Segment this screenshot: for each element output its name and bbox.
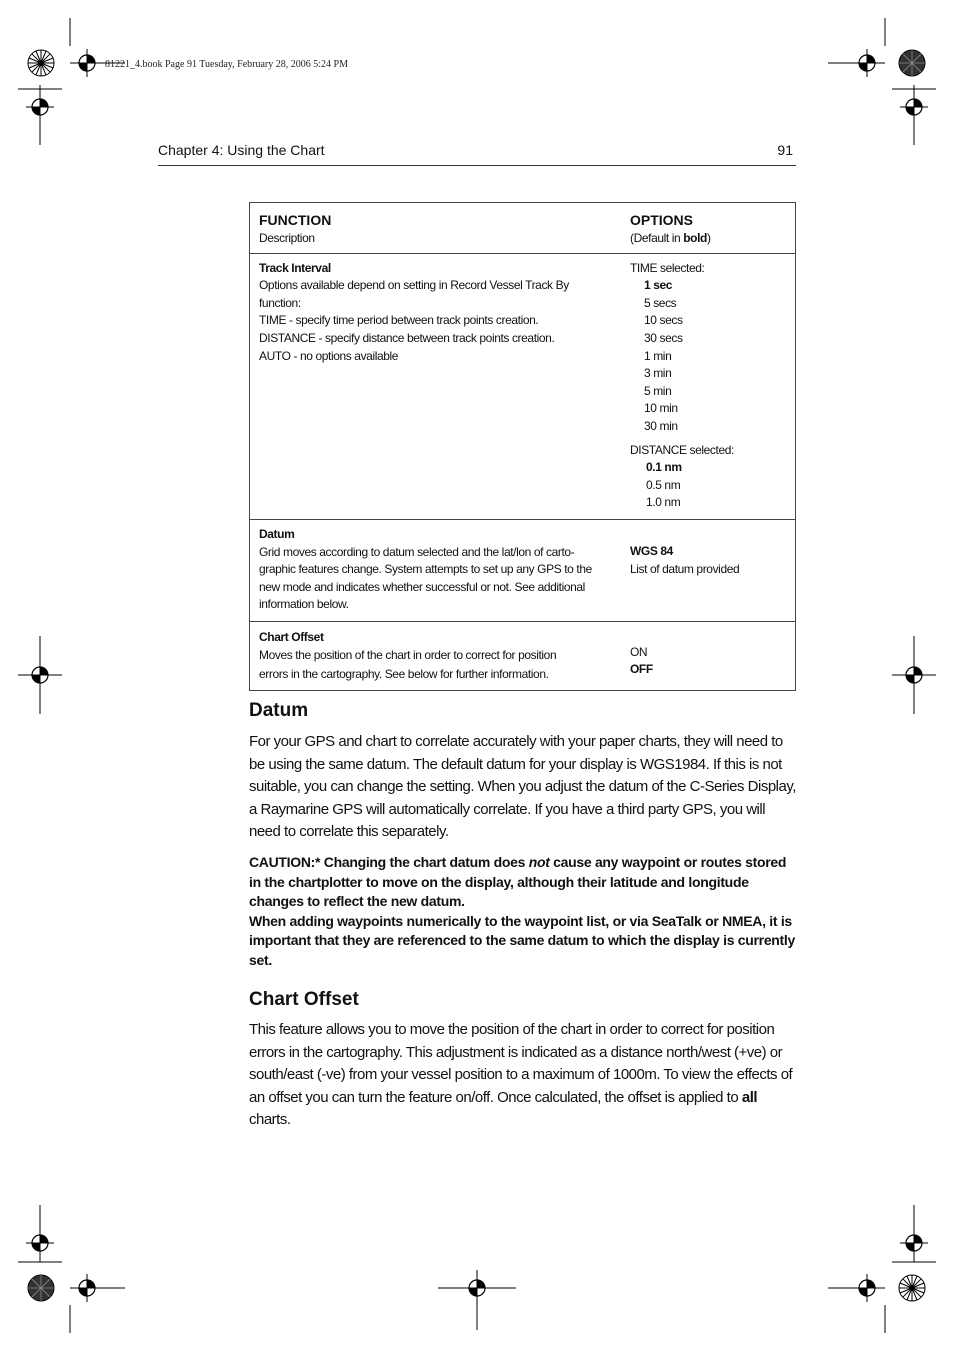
option-item: 1 min — [644, 348, 672, 363]
chart-offset-heading: Chart Offset — [249, 989, 359, 1010]
row-description-line: Moves the position of the chart in order to correct for position — [259, 648, 557, 663]
options-column-subtitle: (Default in bold) — [630, 231, 711, 245]
option-item: 1.0 nm — [646, 495, 681, 510]
option-item: 10 min — [644, 401, 678, 416]
option-default: 0.1 nm — [646, 460, 682, 475]
function-options-table — [249, 202, 796, 691]
row-description-line: errors in the cartography. See below for further information. — [259, 666, 549, 681]
option-group-label: TIME selected: — [630, 260, 705, 275]
datum-heading: Datum — [249, 700, 309, 721]
option-item: 5 secs — [644, 295, 677, 310]
caution-note: CAUTION:* Changing the chart datum does not cause any waypoint or routes stored in the chartplotter to move on the display, although their latitude and longitude changes to reflect the new datum. When adding waypoints numerically to the waypoint list, or via SeaTalk or NMEA, it is important that they are referenced to the same datum to which the display is currently set. — [249, 854, 795, 968]
row-description-line: graphic features change. System attempts to set up any GPS to the — [259, 562, 592, 577]
option-item: 30 min — [644, 418, 678, 433]
option-item: 3 min — [644, 366, 672, 381]
table-row-chart-offset — [250, 621, 796, 691]
option-item: 30 secs — [644, 330, 683, 345]
row-title: Chart Offset — [259, 629, 324, 644]
row-description-line: function: — [259, 295, 301, 310]
row-description-line: AUTO - no options available — [259, 348, 399, 363]
row-description-line: TIME - specify time period between track points creation. — [259, 313, 539, 328]
chapter-title: Chapter 4: Using the Chart — [158, 142, 325, 158]
row-description-line: DISTANCE - specify distance between track points creation. — [259, 330, 555, 345]
row-description-line: Options available depend on setting in Record Vessel Track By — [259, 278, 569, 293]
row-title: Track Interval — [259, 260, 331, 275]
table-row-datum — [250, 519, 796, 621]
row-description-line: Grid moves according to datum selected and the lat/lon of carto- — [259, 544, 575, 559]
book-slug: 81221_4.book Page 91 Tuesday, February 28, 2006 5:24 PM — [105, 59, 348, 70]
option-default: OFF — [630, 662, 653, 677]
option-group-label: DISTANCE selected: — [630, 442, 734, 457]
datum-paragraph: For your GPS and chart to correlate accurately with your paper charts, they will need to be using the same datum. The default datum for your display is WGS1984. If this is not suitable, you can change the setting. When you adjust the datum of the C-Series Display, a Raymarine GPS will automatically correlate. If you have a third party GPS, you will need to correlate this separately. — [249, 733, 796, 840]
function-column-subtitle: Description — [259, 231, 315, 245]
option-item: List of datum provided — [630, 561, 740, 576]
chart-offset-paragraph: This feature allows you to move the position of the chart in order to correct for position errors in the cartography. This adjustment is indicated as a distance north/west (+ve) or south/east (-ve) from your vessel position to a maximum of 1000m. To view the effects of an offset you can turn the feature on/off. Once calculated, the offset is applied to all charts. — [249, 1021, 793, 1128]
option-item: ON — [630, 644, 648, 659]
option-item: 0.5 nm — [646, 477, 681, 492]
row-description-line: new mode and indicates whether successful or not. See additional — [259, 579, 585, 594]
page-number: 91 — [777, 142, 793, 158]
function-column-title: FUNCTION — [259, 212, 332, 228]
row-description-line: information below. — [259, 597, 349, 612]
option-item: 10 secs — [644, 313, 683, 328]
row-title: Datum — [259, 526, 295, 541]
options-column-title: OPTIONS — [630, 212, 694, 228]
option-default: 1 sec — [644, 278, 673, 293]
running-header — [158, 142, 795, 158]
table-header-row — [250, 203, 796, 254]
table-row-track-interval — [250, 253, 796, 519]
header-rule — [158, 165, 796, 166]
option-item: 5 min — [644, 383, 672, 398]
option-default: WGS 84 — [630, 543, 673, 558]
